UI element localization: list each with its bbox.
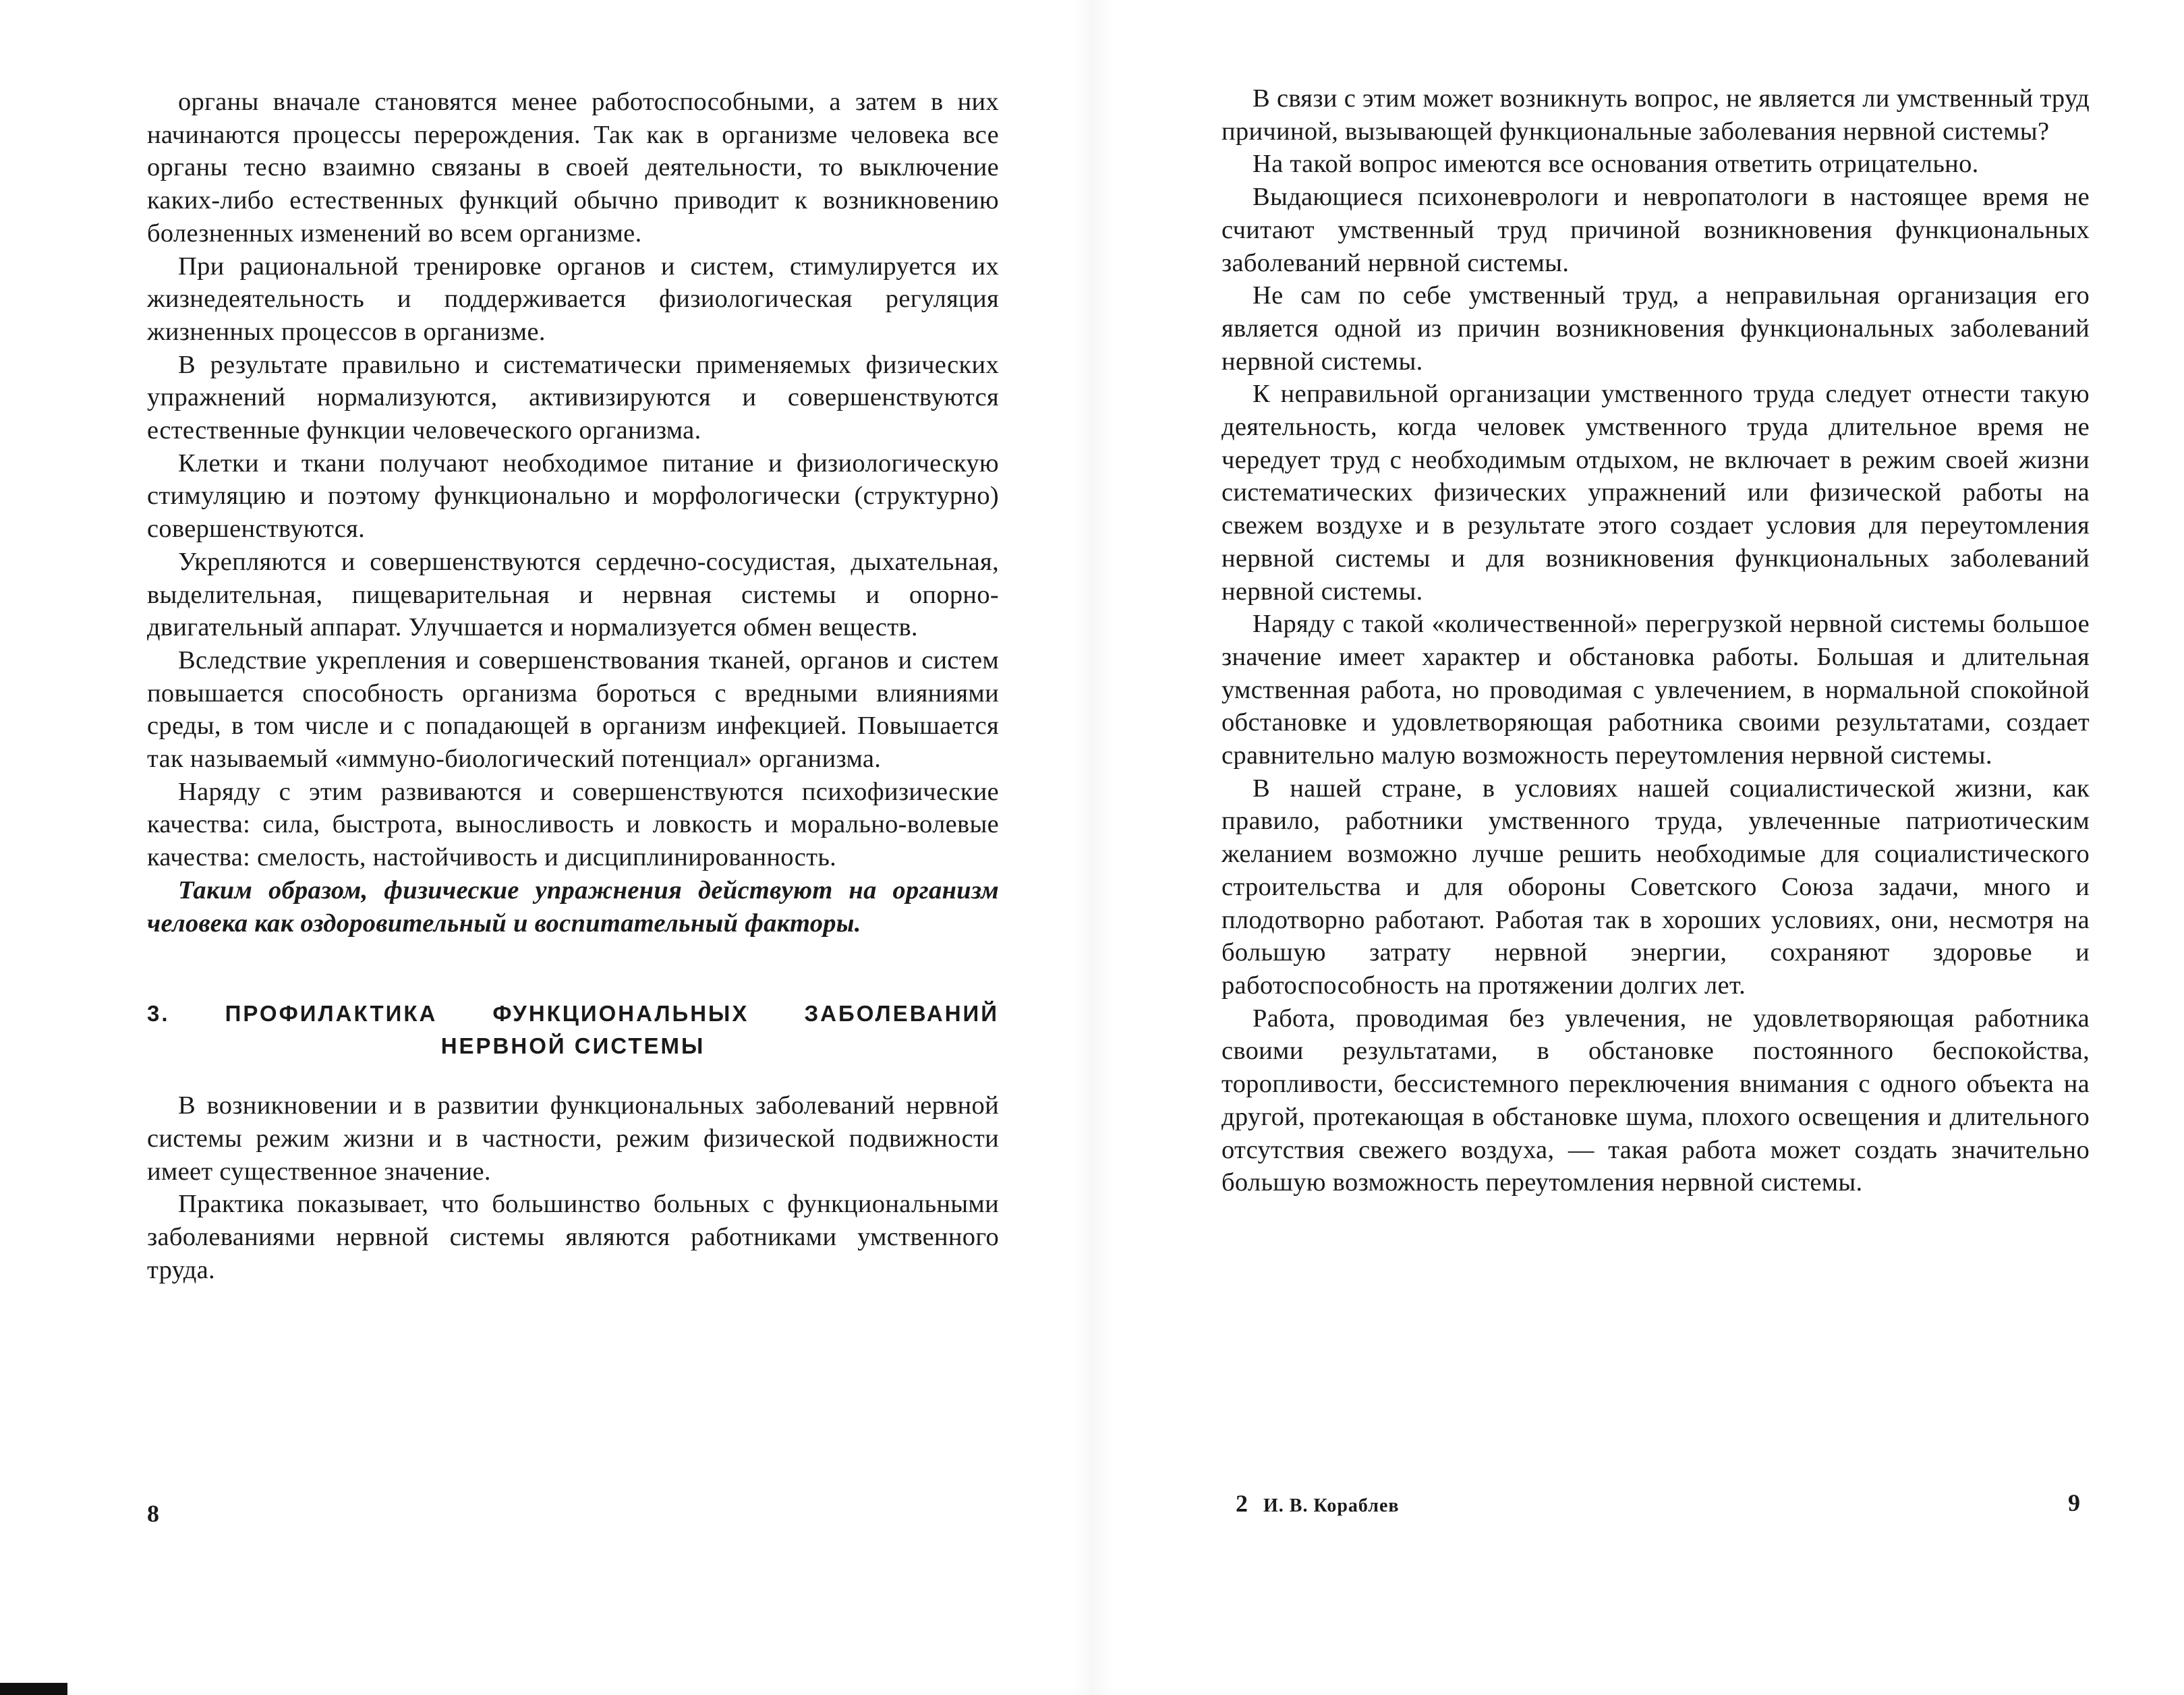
paragraph: Практика показывает, что большинство больных с функциональными заболеваниями нервной системы являются работниками умственного труда. [147,1190,999,1284]
left-page-text-column [147,86,999,1287]
paragraph: органы вначале становятся менее работоспособными, а затем в них начинаются процессы перерождения. Так как в организме человека все органы тесно взаимно связаны в своей деятельности, то выключение каких-либо естественных функций обычно приводит к возникновению болезненных изменений во всем организме. [147,88,999,248]
section-number: 3. [147,1001,170,1027]
paragraph: В нашей стране, в условиях нашей социалистической жизни, как правило, работники умственного труда, увлеченные патриотическим желанием возможно лучше решить необходимые для социалистического строительства и для обороны Советского Союза задачи, много и плодотворно работают. Работая так в хороших условиях, они, несмотря на большую затрату нервной энергии, сохраняют здоровье и работоспособность на протяжении долгих лет. [1222,774,2090,1000]
paragraph: Наряду с такой «количественной» перегрузкой нервной системы большое значение имеет характер и обстановка работы. Большая и длительная умственная работа, но проводимая с увлечением, в нормальной спокойной обстановке и удовлетворяющая работника своими результатами, создает сравнительно малую возможность переутомления нервной системы. [1222,610,2090,770]
signature-author: И. В. Кораблев [1263,1495,1400,1516]
paragraph: Работа, проводимая без увлечения, не удовлетворяющая работника своими результатами, в обстановке постоянного беспокойства, торопливости, бессистемного переключения внимания с одного объекта на другой, протекающая в обстановке шума, плохого освещения и длительного отсутствия свежего воздуха, — такая работа может создать значительно большую возможность переутомления нервной системы. [1222,1004,2090,1197]
scan-edge-mark [0,1683,67,1695]
right-page-text-column [1222,82,2090,1199]
emphasized-conclusion-paragraph: Таким образом, физические упражнения действуют на организм человека как оздоровительный и воспитательный факторы. [147,875,999,938]
paragraph: При рациональной тренировке органов и систем, стимулируется их жизнедеятельность и поддерживается физиологическая регуляция жизненных процессов в организме. [147,252,999,346]
paragraph: На такой вопрос имеются все основания ответить отрицательно. [1253,150,1979,179]
paragraph: Вследствие укрепления и совершенствования тканей, органов и систем повышается способность организма бороться с вредными влияниями среды, в том числе и с попадающей в организм инфекцией. Повышается так называемый «иммуно-биологический потенциал» организма. [147,645,999,774]
section-title-part2: НЕРВНОЙ СИСТЕМЫ [440,1033,706,1059]
printer-signature [1236,1489,1400,1518]
page-number: 9 [2068,1489,2080,1516]
paragraph: Наряду с этим развиваются и совершенствуются психофизические качества: сила, быстрота, выносливость и ловкость и морально-волевые качества: смелость, настойчивость и дисциплинированность. [147,777,999,872]
right-page [1092,0,2184,1695]
paragraph: Укрепляются и совершенствуются сердечно-сосудистая, дыхательная, выделительная, пищеварительная и нервная системы и опорно-двигательный аппарат. Улучшается и нормализуется обмен веществ. [147,547,999,642]
paragraph: В результате правильно и систематически применяемых физических упражнений нормализуются, активизируются и совершенствуются естественные функции человеческого организма. [147,350,999,445]
page-number: 8 [147,1500,159,1527]
paragraph: Не сам по себе умственный труд, а неправильная организация его является одной из причин возникновения функциональных заболеваний нервной системы. [1222,281,2090,376]
paragraph: Выдающиеся психоневрологи и невропатологи в настоящее время не считают умственный труд причиной возникновения функциональных заболеваний нервной системы. [1222,183,2090,277]
signature-number: 2 [1236,1490,1248,1517]
paragraph: В возникновении и в развитии функциональных заболеваний нервной системы режим жизни и в частности, режим физической подвижности имеет существенное значение. [147,1091,999,1186]
section-title-part1: ПРОФИЛАКТИКА ФУНКЦИОНАЛЬНЫХ ЗАБОЛЕВАНИЙ [225,1001,999,1027]
paragraph: В связи с этим может возникнуть вопрос, не является ли умственный труд причиной, вызывающей функциональные заболевания нервной системы? [1222,84,2090,146]
paragraph: Клетки и ткани получают необходимое питание и физиологическую стимуляцию и поэтому функционально и морфологически (структурно) совершенствуются. [147,449,999,544]
paragraph: К неправильной организации умственного труда следует отнести такую деятельность, когда человек умственного труда длительное время не чередует труд с необходимым отдыхом, не включает в режим своей жизни систематических физических упражнений или физической работы на свежем воздухе и в результате этого создает условия для переутомления нервной системы и для возникновения функциональных заболеваний нервной системы. [1222,380,2090,606]
section-heading-line1 [147,998,999,1030]
section-heading [147,998,999,1062]
